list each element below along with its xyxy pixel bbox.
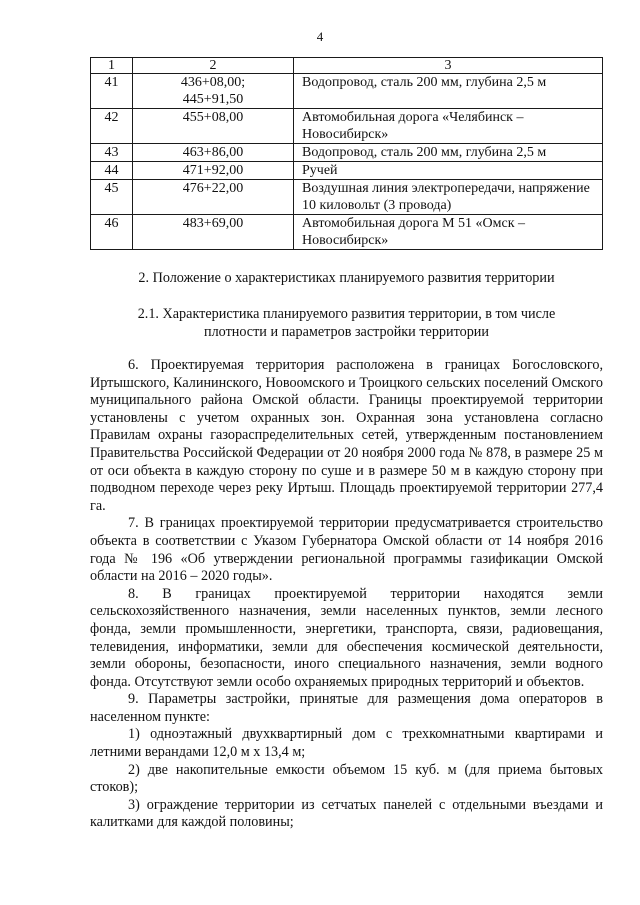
row-description: Воздушная линия электропередачи, напряжение 10 киловольт (3 провода) <box>294 180 603 215</box>
row-number: 42 <box>91 109 133 144</box>
row-coordinate: 463+86,00 <box>133 144 294 162</box>
row-description: Водопровод, сталь 200 мм, глубина 2,5 м <box>294 74 603 109</box>
subsection-heading-line: 2.1. Характеристика планируемого развития территории, в том числе <box>137 306 556 322</box>
column-header-number: 1 <box>91 58 133 74</box>
row-number: 43 <box>91 144 133 162</box>
table-row <box>91 109 603 144</box>
row-description: Водопровод, сталь 200 мм, глубина 2,5 м <box>294 144 603 162</box>
column-header-coordinate: 2 <box>133 58 294 74</box>
paragraph-8: 8. В границах проектируемой территории находятся земли сельскохозяйственного назначения, земли населенных пунктов, земли лесного фонда, земли промышленности, энергетики, транспорта, связи, радиовещания, телевидения, информатики, земли для обеспечения космической деятельности, земли обороны, безопасности, иного специального назначения, земли водного фонда. Отсутствуют земли особо охраняемых природных территорий и объектов. <box>90 585 603 690</box>
row-coordinate: 483+69,00 <box>133 215 294 250</box>
crossings-table <box>90 57 603 250</box>
paragraph-6: 6. Проектируемая территория расположена в границах Богословского, Иртышского, Калининского, Новоомского и Троицкого сельских поселений Омского муниципального района Омской области. Границы проектируемой территории установлены с учетом охранных зон. Охранная зона установлена согласно Правилам охраны газораспределительных сетей, утвержденным постановлением Правительства Российской Федерации от 20 ноября 2000 года № 878, в размере 25 м от оси объекта в каждую сторону по суше и в размере 50 м в каждую сторону при подводном переходе через реку Иртыш. Площадь проектируемой территории 277,4 га. <box>90 357 603 514</box>
row-description: Автомобильная дорога М 51 «Омск – Новосибирск» <box>294 215 603 250</box>
row-number: 46 <box>91 215 133 250</box>
table-row <box>91 74 603 109</box>
table-row <box>91 180 603 215</box>
row-description: Автомобильная дорога «Челябинск – Новосибирск» <box>294 109 603 144</box>
row-coordinate: 436+08,00; 445+91,50 <box>133 74 294 109</box>
table-row <box>91 162 603 180</box>
row-description: Ручей <box>294 162 603 180</box>
column-header-description: 3 <box>294 58 603 74</box>
paragraph-7: 7. В границах проектируемой территории предусматривается строительство объекта в соответствии с Указом Губернатора Омской области от 14 ноября 2016 года № 196 «Об утверждении региональной программы газификации Омской области на 2016 – 2020 годы». <box>90 515 603 585</box>
row-coordinate: 455+08,00 <box>133 109 294 144</box>
page-number: 4 <box>316 29 324 44</box>
row-coordinate: 471+92,00 <box>133 162 294 180</box>
paragraph-9: 9. Параметры застройки, принятые для размещения дома операторов в населенном пункте: <box>90 691 603 725</box>
subsection-heading <box>90 306 603 341</box>
table-header-row <box>91 58 603 74</box>
table-row <box>91 144 603 162</box>
list-item-2: 2) две накопительные емкости объемом 15 куб. м (для приема бытовых стоков); <box>90 761 603 796</box>
list-item-1: 1) одноэтажный двухквартирный дом с трехкомнатными квартирами и летними верандами 12,0 м х 13,4 м; <box>90 726 603 761</box>
row-number: 41 <box>91 74 133 109</box>
row-coordinate: 476+22,00 <box>133 180 294 215</box>
row-number: 45 <box>91 180 133 215</box>
row-number: 44 <box>91 162 133 180</box>
body-text <box>90 357 603 832</box>
subsection-heading-line: плотности и параметров застройки территории <box>203 323 489 340</box>
list-item-3: 3) ограждение территории из сетчатых панелей с отдельными въездами и калитками для каждой половины; <box>90 796 603 831</box>
table-row <box>91 215 603 250</box>
section-heading: 2. Положение о характеристиках планируемого развития территории <box>138 270 555 286</box>
